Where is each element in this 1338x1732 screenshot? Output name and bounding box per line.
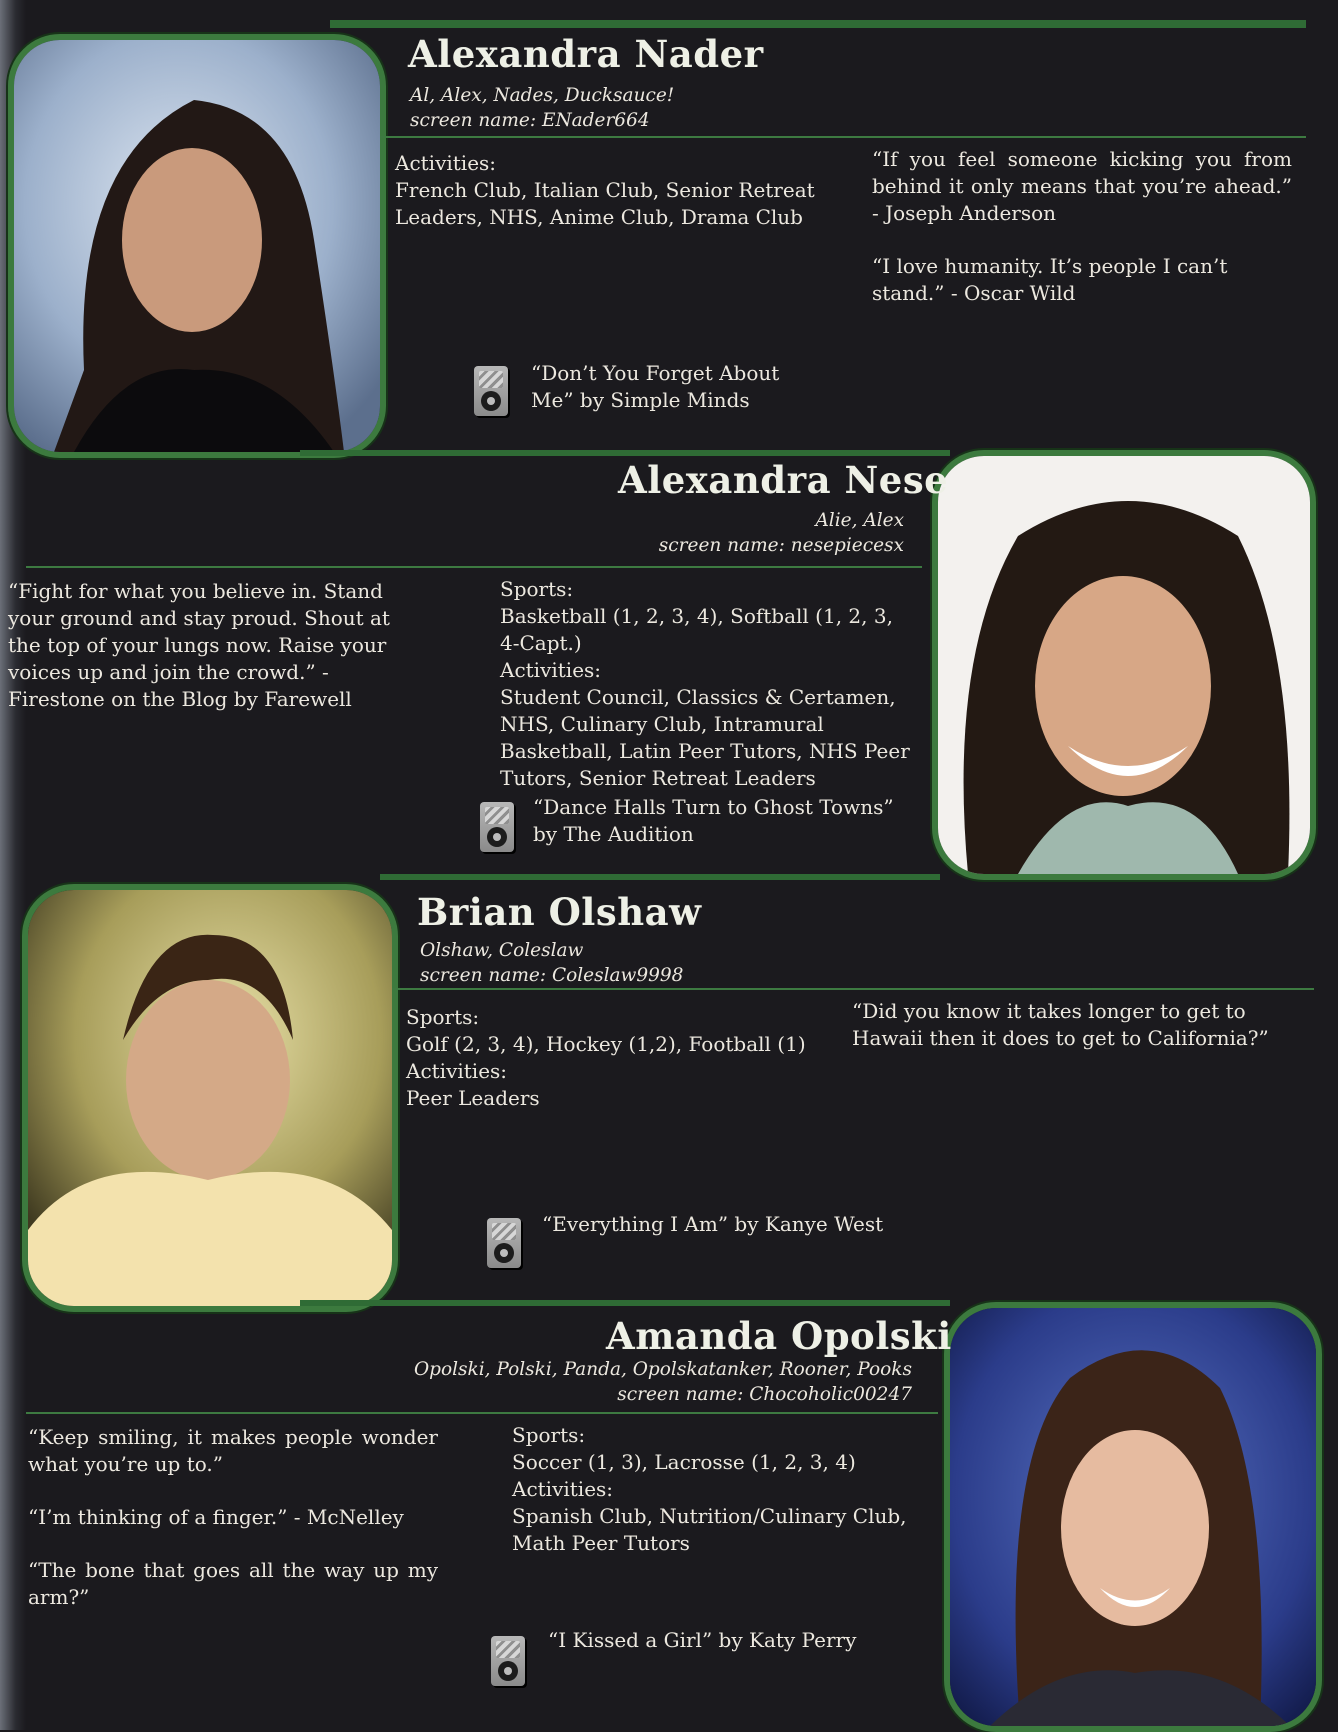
activities-list: Student Council, Classics & Certamen, NHS, Culinary Club, Intramural Basketball, Latin Peer Tutors, NHS Peer Tutors, Senior Retreat Leaders xyxy=(500,685,910,790)
student-info xyxy=(410,83,674,133)
nicknames: Alie, Alex xyxy=(815,510,904,531)
quote: “If you feel someone kicking you from behind it only means that you’re ahead.” - Joseph Anderson xyxy=(872,147,1292,225)
student-info xyxy=(380,1357,912,1407)
section-rule xyxy=(300,1300,950,1306)
activities-heading: Activities: xyxy=(512,1477,614,1501)
sports-heading: Sports: xyxy=(500,577,574,601)
quote-block xyxy=(852,998,1310,1078)
activities-heading: Activities: xyxy=(395,151,497,175)
favorite-song: “Everything I Am” by Kanye West xyxy=(542,1212,884,1236)
section-rule xyxy=(380,874,940,880)
student-name: Brian Olshaw xyxy=(417,890,702,934)
activities-list: Spanish Club, Nutrition/Culinary Club, Math Peer Tutors xyxy=(512,1504,907,1555)
favorite-song: “Don’t You Forget About Me” by Simple Minds xyxy=(531,361,780,412)
screen-name: screen name: Chocoholic00247 xyxy=(617,1384,912,1405)
nicknames: Al, Alex, Nades, Ducksauce! xyxy=(410,85,675,106)
activities-block xyxy=(395,150,835,231)
student-photo xyxy=(8,34,386,458)
quote: “I love humanity. It’s people I can’t stand.” - Oscar Wild xyxy=(872,254,1228,305)
student-photo xyxy=(944,1302,1322,1732)
quote: “I’m thinking of a finger.” - McNelley xyxy=(28,1505,404,1529)
student-info xyxy=(560,508,904,558)
sports-activities-block xyxy=(406,1004,826,1112)
section-rule xyxy=(26,566,922,568)
student-name: Alexandra Nese xyxy=(618,458,949,502)
student-name: Alexandra Nader xyxy=(408,32,764,76)
favorite-song: “I Kissed a Girl” by Katy Perry xyxy=(548,1628,857,1652)
favorite-song: “Dance Halls Turn to Ghost Towns” by The Audition xyxy=(533,795,894,846)
sports-heading: Sports: xyxy=(406,1005,480,1029)
ipod-icon xyxy=(491,1636,525,1686)
ipod-icon xyxy=(487,1218,521,1268)
screen-name: screen name: nesepiecesx xyxy=(658,535,904,556)
quote: “The bone that goes all the way up my arm?” xyxy=(28,1558,438,1609)
top-rule xyxy=(330,20,1306,28)
ipod-icon xyxy=(474,366,508,416)
sports-activities-block xyxy=(500,576,910,792)
section-rule xyxy=(380,136,1306,138)
activities-list: Peer Leaders xyxy=(406,1086,540,1110)
student-photo xyxy=(22,884,398,1312)
sports-heading: Sports: xyxy=(512,1423,586,1447)
quote-block xyxy=(872,146,1292,333)
sports-list: Golf (2, 3, 4), Hockey (1,2), Football (1) xyxy=(406,1032,806,1056)
quote-block xyxy=(28,1424,438,1637)
ipod-icon xyxy=(480,802,514,852)
student-name: Amanda Opolski xyxy=(606,1314,952,1358)
section-rule xyxy=(392,988,1314,990)
activities-list: French Club, Italian Club, Senior Retreat Leaders, NHS, Anime Club, Drama Club xyxy=(395,178,815,229)
sports-activities-block xyxy=(512,1422,922,1557)
student-photo xyxy=(932,450,1316,880)
sports-list: Basketball (1, 2, 3, 4), Softball (1, 2, 3, 4-Capt.) xyxy=(500,604,893,655)
nicknames: Opolski, Polski, Panda, Opolskatanker, Rooner, Pooks xyxy=(413,1359,912,1380)
activities-heading: Activities: xyxy=(406,1059,508,1083)
quote: “Keep smiling, it makes people wonder what you’re up to.” xyxy=(28,1425,438,1476)
quote: “Fight for what you believe in. Stand your ground and stay proud. Shout at the top of your lungs now. Raise your voices up and join the crowd.” - Firestone on the Blog by Farewell xyxy=(8,579,390,711)
quote: “Did you know it takes longer to get to Hawaii then it does to get to California?” xyxy=(852,999,1269,1050)
screen-name: screen name: ENader664 xyxy=(410,110,650,131)
section-rule xyxy=(26,1412,938,1414)
nicknames: Olshaw, Coleslaw xyxy=(420,940,584,961)
screen-name: screen name: Coleslaw9998 xyxy=(420,965,684,986)
sports-list: Soccer (1, 3), Lacrosse (1, 2, 3, 4) xyxy=(512,1450,856,1474)
student-info xyxy=(420,938,683,988)
quote-block xyxy=(8,578,428,739)
section-rule xyxy=(300,450,950,456)
activities-heading: Activities: xyxy=(500,658,602,682)
